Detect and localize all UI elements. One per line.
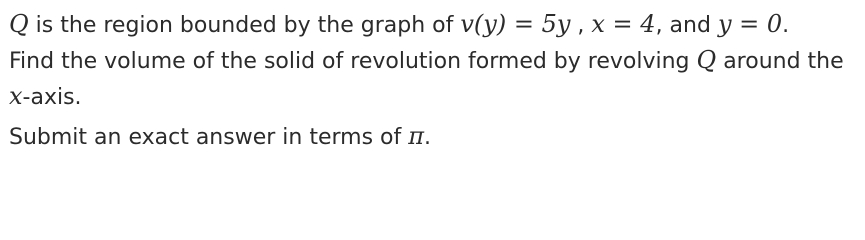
math-pi: π (408, 122, 425, 150)
math-var-q: Q (696, 46, 717, 74)
problem-statement (9, 6, 859, 154)
problem-text: is the region bounded by the graph of (28, 13, 461, 38)
math-equation-v-of-y: v(y) = 5y (460, 10, 571, 38)
problem-line-1 (9, 6, 859, 42)
instruction-text: Submit an exact answer in terms of (9, 125, 409, 150)
problem-line-3 (9, 78, 859, 114)
math-equation-y: y = 0 (717, 10, 783, 38)
problem-text: around the (716, 49, 844, 74)
sentence-end: . (424, 125, 432, 150)
math-equation-x: x = 4 (591, 10, 656, 38)
separator-text: , (570, 13, 592, 38)
instruction-line (9, 118, 859, 154)
math-var-x: x (9, 82, 23, 110)
problem-text: Find the volume of the solid of revolution formed by revolving (9, 49, 697, 74)
problem-text: -axis. (22, 85, 82, 110)
sentence-end: . (782, 13, 790, 38)
separator-text: , and (655, 13, 718, 38)
math-var-q: Q (9, 10, 29, 38)
problem-line-2 (9, 42, 859, 78)
